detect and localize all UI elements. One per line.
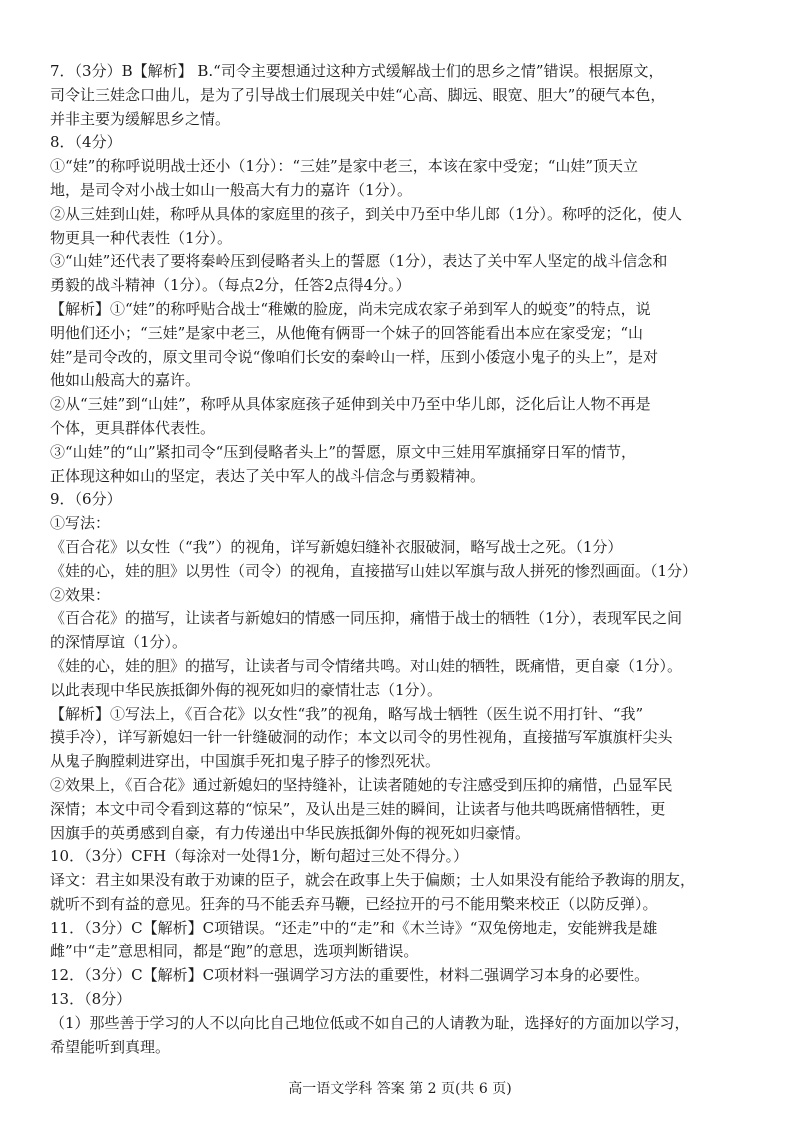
text-line: 《百合花》的描写，让读者与新媳妇的情感一同压抑，痛惜于战士的牺牲（1分），表现军民之间: [50, 609, 683, 628]
text-line: ①“娃”的称呼说明战士还小（1分）：“三娃”是家中老三，本该在家中受宠；“山娃”顶天立: [50, 157, 639, 176]
text-line: ③“山娃”还代表了要将秦岭压到侵略者头上的誓愿（1分），表达了关中军人坚定的战斗信念和: [50, 252, 668, 271]
text-line: 希望能听到真理。: [50, 1037, 171, 1056]
text-line: 10．（3分）CFH（每涂对一处得1分，断句超过三处不得分。）: [50, 847, 469, 866]
text-line: 他如山般高大的嘉许。: [50, 371, 201, 390]
text-line: 明他们还小；“三娃”是家中老三，从他俺有俩哥一个妹子的回答能看出本应在家受宠；“山: [50, 323, 644, 342]
text-line: 就听不到有益的意见。狂奔的马不能丢弃马鞭，已经拉开的弓不能用檠来校正（以防反弹）。: [50, 894, 658, 913]
page-footer: 高一语文学科 答案 第 2 页(共 6 页): [288, 1081, 512, 1097]
text-line: 《娃的心，娃的胆》的描写，让读者与司令情绪共鸣。对山娃的牺牲，既痛惜，更自豪（1分）。: [50, 656, 683, 675]
text-line: 正体现这种如山的坚定，表达了关中军人的战斗信念与勇毅精神。: [50, 466, 486, 485]
text-line: 地，是司令对小战士如山一般高大有力的嘉许（1分）。: [50, 180, 413, 199]
text-line: 个体，更具群体代表性。: [50, 418, 216, 437]
text-line: 司令让三娃念口曲儿，是为了引导战士们展现关中娃“心高、脚远、眼宽、胆大”的硬气本色，: [50, 85, 666, 104]
text-line: 9．（6分）: [50, 490, 122, 509]
text-line: 勇毅的战斗精神（1分）。（每点2分，任答2点得4分。）: [50, 276, 411, 295]
text-line: ③“山娃”的“山”紧扣司令“压到侵略者头上”的誓愿，原文中三娃用军旗捅穿日军的情节，: [50, 442, 637, 461]
text-line: 7．（3分）B【解析】 B.“司令主要想通过这种方式缓解战士们的思乡之情”错误。根据原文，: [50, 62, 664, 80]
text-line: 《娃的心，娃的胆》以男性（司令）的视角，直接描写山娃以军旗与敌人拼死的惨烈画面。（1分）: [50, 561, 698, 580]
text-line: 因旗手的英勇感到自豪，有力传递出中华民族抵御外侮的视死如归豪情。: [50, 823, 531, 842]
text-line: ②从“三娃”到“山娃”，称呼从具体家庭孩子延伸到关中乃至中华儿郎，泛化后让人物不再是: [50, 395, 651, 414]
text-line: 雌”中“走”意思相同，都是“跑”的意思，选项判断错误。: [50, 942, 419, 961]
text-line: 深情；本文中司令看到这幕的“惊呆”，及认出是三娃的瞬间，让读者与他共鸣既痛惜牺牲，更: [50, 799, 666, 818]
text-line: 摸手冷），详写新媳妇一针一针缝破洞的动作；本文以司令的男性视角，直接描写军旗旗杆尖头: [50, 728, 673, 747]
text-line: 娃”是司令改的，原文里司令说“像咱们长安的秦岭山一样，压到小倭寇小鬼子的头上”，是对: [50, 347, 659, 366]
text-line: 译文：君主如果没有敢于劝谏的臣子，就会在政事上失于偏颇；士人如果没有能给予教诲的朋友，: [50, 871, 696, 890]
text-line: 并非主要为缓解思乡之情。: [50, 109, 231, 128]
text-line: ②从三娃到山娃，称呼从具体的家庭里的孩子，到关中乃至中华儿郎（1分）。称呼的泛化，使人: [50, 204, 683, 223]
text-line: 以此表现中华民族抵御外侮的视死如归的豪情壮志（1分）。: [50, 680, 443, 699]
text-line: ②效果：: [50, 585, 111, 604]
text-line: 8．（4分）: [50, 133, 122, 152]
text-line: 物更具一种代表性（1分）。: [50, 228, 233, 247]
text-line: （1）那些善于学习的人不以向比自己地位低或不如自己的人请教为耻，选择好的方面加以学习，: [50, 1013, 690, 1032]
text-line: 13．（8分）: [50, 990, 132, 1009]
text-line: 【解析】①写法上，《百合花》以女性“我”的视角，略写战士牺牲（医生说不用打针、“我”: [50, 704, 644, 723]
text-line: 从鬼子胸膛刺进穿出，中国旗手死扣鬼子脖子的惨烈死状。: [50, 752, 441, 771]
text-line: 【解析】①“娃”的称呼贴合战士“稚嫩的脸庞，尚未完成农家子弟到军人的蜕变”的特点，说: [50, 299, 651, 318]
text-line: ②效果上，《百合花》通过新媳妇的坚持缝补，让读者随她的专注感受到压抑的痛惜，凸显军民: [50, 775, 673, 794]
text-line: 《百合花》以女性（“我”）的视角，详写新媳妇缝补衣服破洞，略写战士之死。（1分）: [50, 537, 623, 556]
text-line: 11．（3分）C【解析】C项错误。“还走”中的“走”和《木兰诗》“双兔傍地走，安能辨我是雄: [50, 918, 658, 937]
text-line: 12．（3分）C【解析】C项材料一强调学习方法的重要性，材料二强调学习本身的必要性。: [50, 966, 650, 985]
text-line: ①写法：: [50, 514, 111, 533]
text-line: 的深情厚谊（1分）。: [50, 633, 188, 652]
answer-content: [50, 60, 762, 1059]
